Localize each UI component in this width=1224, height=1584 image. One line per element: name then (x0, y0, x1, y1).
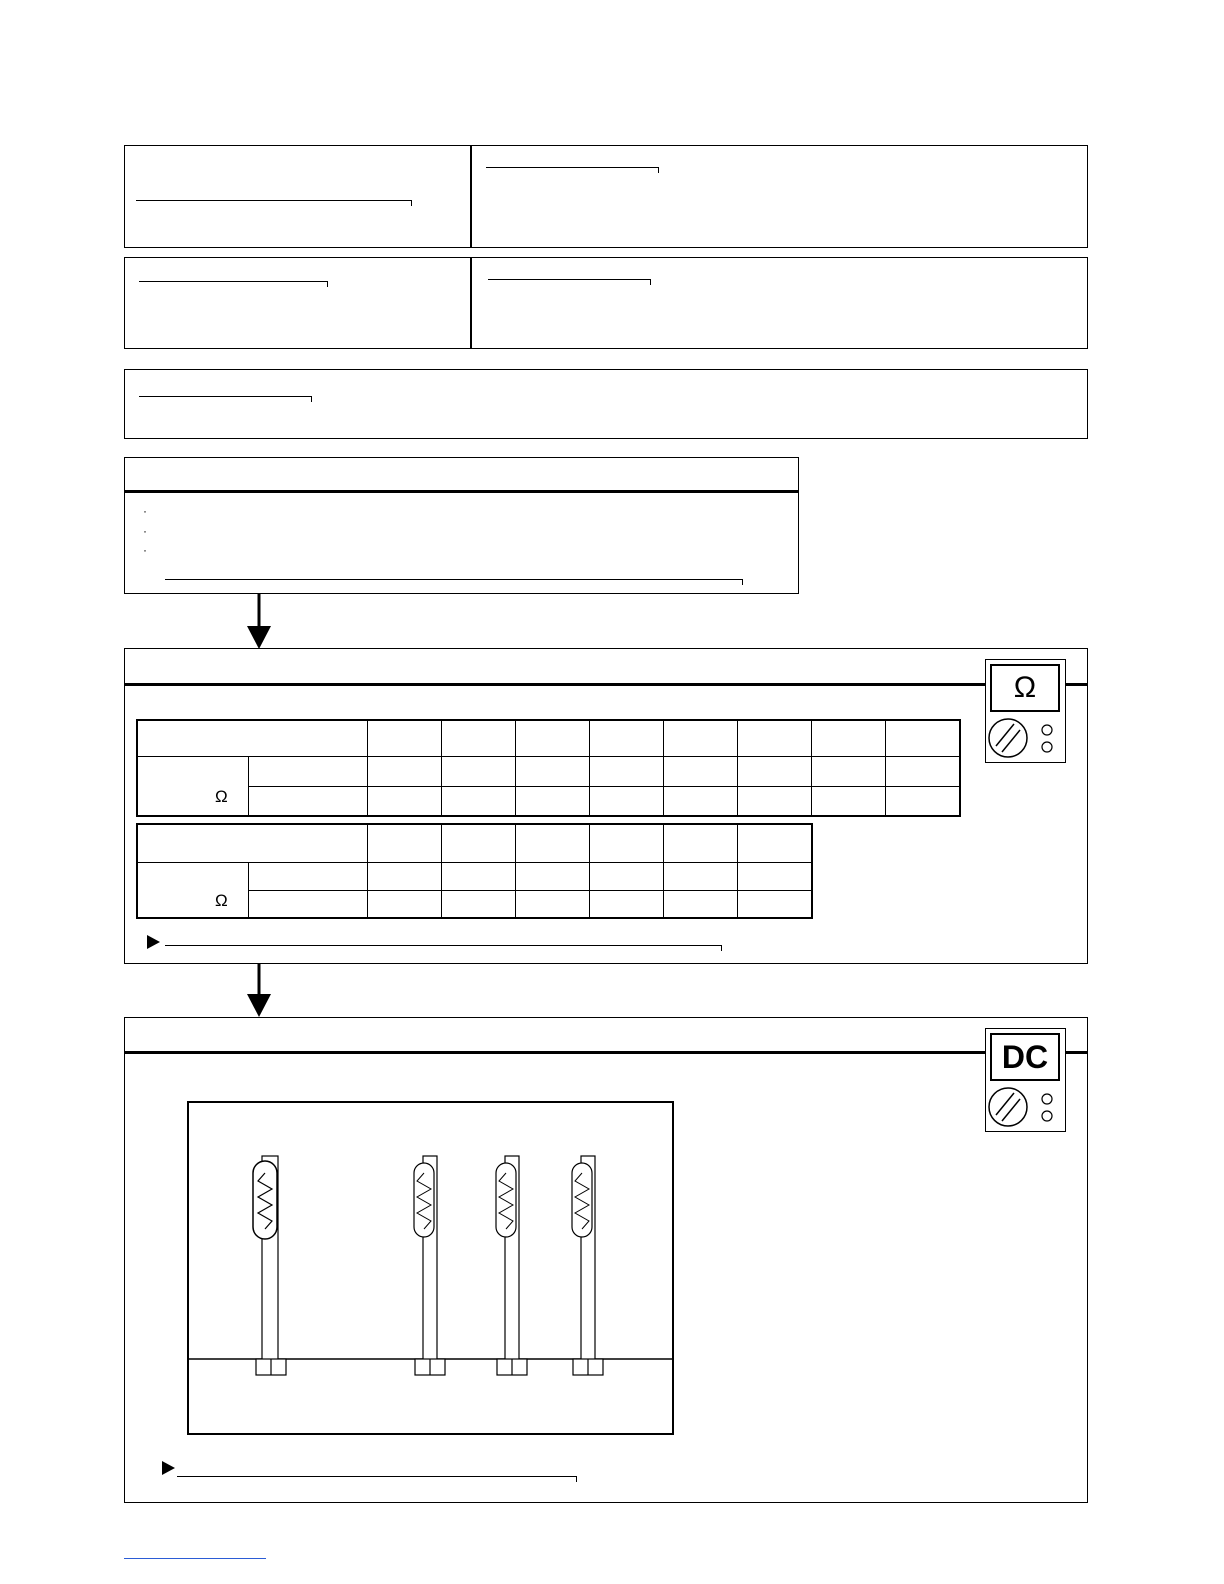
resistance-table-2 (136, 823, 813, 919)
bullet: · (143, 524, 147, 538)
bullet: · (143, 543, 147, 557)
table-row (137, 824, 812, 862)
underline-field (165, 579, 743, 585)
table-row (137, 786, 960, 816)
meter-display (990, 1033, 1060, 1081)
info-box-3 (124, 369, 1088, 439)
divider (470, 146, 472, 248)
info-box-1 (124, 145, 1088, 248)
meter-display (990, 664, 1060, 712)
step-3-header (125, 1018, 1087, 1054)
step-3-box (124, 1017, 1088, 1503)
ohm-unit: Ω (215, 787, 228, 806)
step-2-header (125, 649, 1087, 686)
ohm-unit: Ω (215, 891, 228, 910)
underline-field (139, 396, 312, 402)
ohmmeter-icon (985, 659, 1066, 763)
underline-field (136, 200, 412, 206)
dial-icon (986, 714, 1067, 762)
dc-voltmeter-icon (985, 1028, 1066, 1132)
underline-field (488, 279, 651, 285)
meter-label: DC (1001, 1038, 1049, 1075)
divider (470, 258, 472, 349)
underline-field (165, 945, 722, 951)
resistance-table-1 (136, 719, 961, 817)
meter-label: Ω (1013, 671, 1037, 704)
table-row (137, 862, 812, 890)
play-arrow-icon (162, 1461, 175, 1475)
dial-icon (986, 1083, 1067, 1131)
table-row (137, 756, 960, 786)
step-1-header (125, 458, 798, 493)
flow-arrow-down (246, 964, 272, 1018)
table-row (137, 720, 960, 756)
underline-field (486, 167, 659, 173)
underline-field (177, 1476, 577, 1482)
flow-arrow-down (246, 594, 272, 650)
step-2-box (124, 648, 1088, 964)
play-arrow-icon (147, 935, 160, 949)
footer-link[interactable] (124, 1558, 266, 1559)
step-1-box (124, 457, 799, 594)
sensor-diagram (187, 1101, 674, 1435)
underline-field (139, 281, 328, 287)
info-box-2 (124, 257, 1088, 349)
bullet: · (143, 504, 147, 518)
